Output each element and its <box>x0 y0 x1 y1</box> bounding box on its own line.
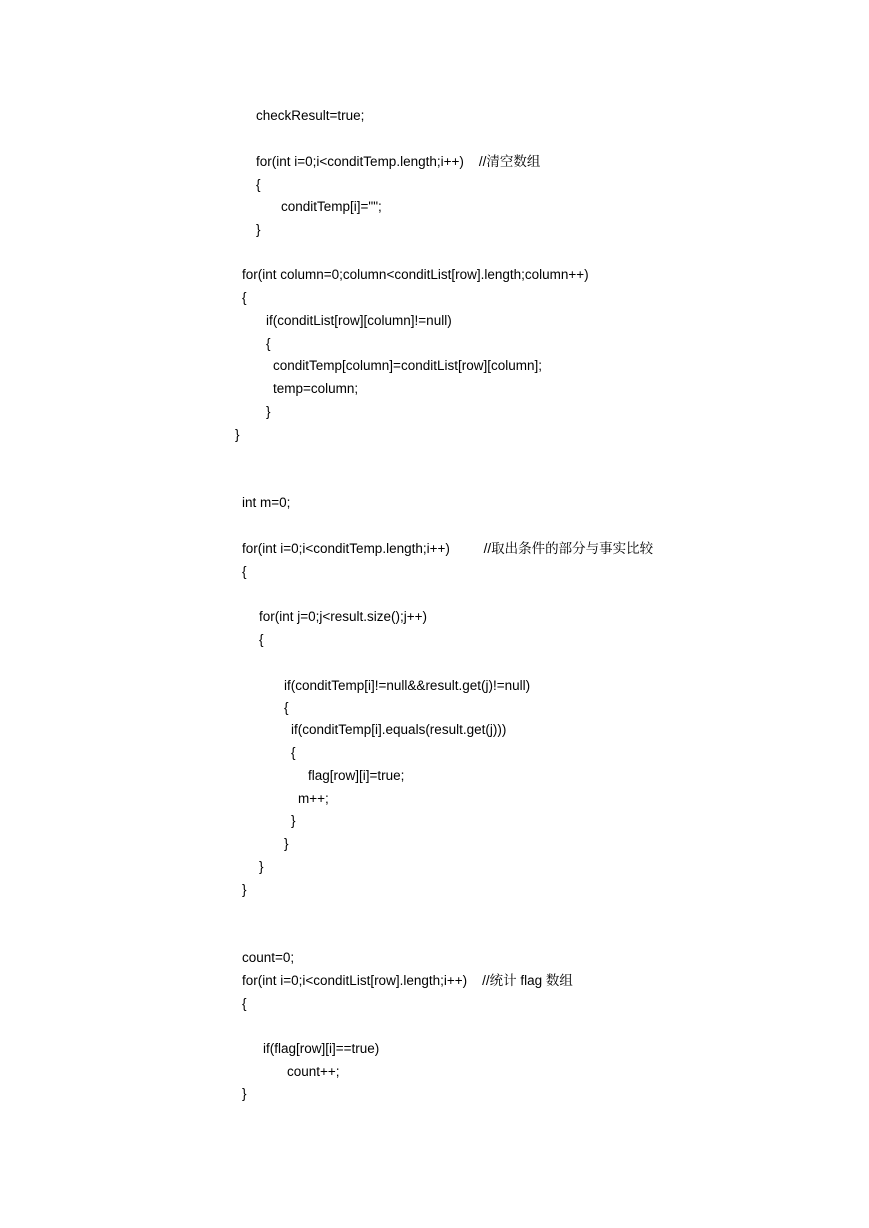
code-line-19: if(conditTemp[i]!=null&&result.get(j)!=null) <box>284 678 531 693</box>
code-line-33: count++; <box>287 1064 340 1079</box>
code-line-4: conditTemp[i]=""; <box>281 199 382 214</box>
code-line-32: if(flag[row][i]==true) <box>263 1041 380 1056</box>
code-line-30: for(int i=0;i<conditList[row].length;i++) //统计 flag 数组 <box>242 973 573 988</box>
code-line-18: { <box>259 632 264 647</box>
code-line-34: } <box>242 1086 247 1101</box>
code-line-20: { <box>284 700 289 715</box>
code-line-29: count=0; <box>242 950 295 965</box>
code-line-6: for(int column=0;column<conditList[row].length;column++) <box>242 267 589 282</box>
code-line-7: { <box>242 290 247 305</box>
code-line-22: { <box>291 745 296 760</box>
code-line-13: } <box>235 427 240 442</box>
code-line-14: int m=0; <box>242 495 291 510</box>
code-line-11: temp=column; <box>273 381 359 396</box>
code-line-9: { <box>266 336 271 351</box>
code-line-3: { <box>256 177 261 192</box>
code-line-27: } <box>259 859 264 874</box>
code-line-17: for(int j=0;j<result.size();j++) <box>259 609 428 624</box>
code-line-28: } <box>242 882 247 897</box>
code-line-1: checkResult=true; <box>256 108 365 123</box>
code-line-23: flag[row][i]=true; <box>308 768 405 783</box>
code-line-10: conditTemp[column]=conditList[row][column]; <box>273 358 542 373</box>
code-line-8: if(conditList[row][column]!=null) <box>266 313 452 328</box>
code-line-26: } <box>284 836 289 851</box>
code-line-16: { <box>242 564 247 579</box>
code-line-5: } <box>256 222 261 237</box>
code-line-21: if(conditTemp[i].equals(result.get(j))) <box>291 722 507 737</box>
code-line-25: } <box>291 813 296 828</box>
code-line-24: m++; <box>298 791 329 806</box>
code-line-12: } <box>266 404 271 419</box>
code-line-15: for(int i=0;i<conditTemp.length;i++) //取出条件的部分与事实比较 <box>242 541 654 556</box>
code-line-31: { <box>242 996 247 1011</box>
code-line-2: for(int i=0;i<conditTemp.length;i++) //清空数组 <box>256 154 541 169</box>
